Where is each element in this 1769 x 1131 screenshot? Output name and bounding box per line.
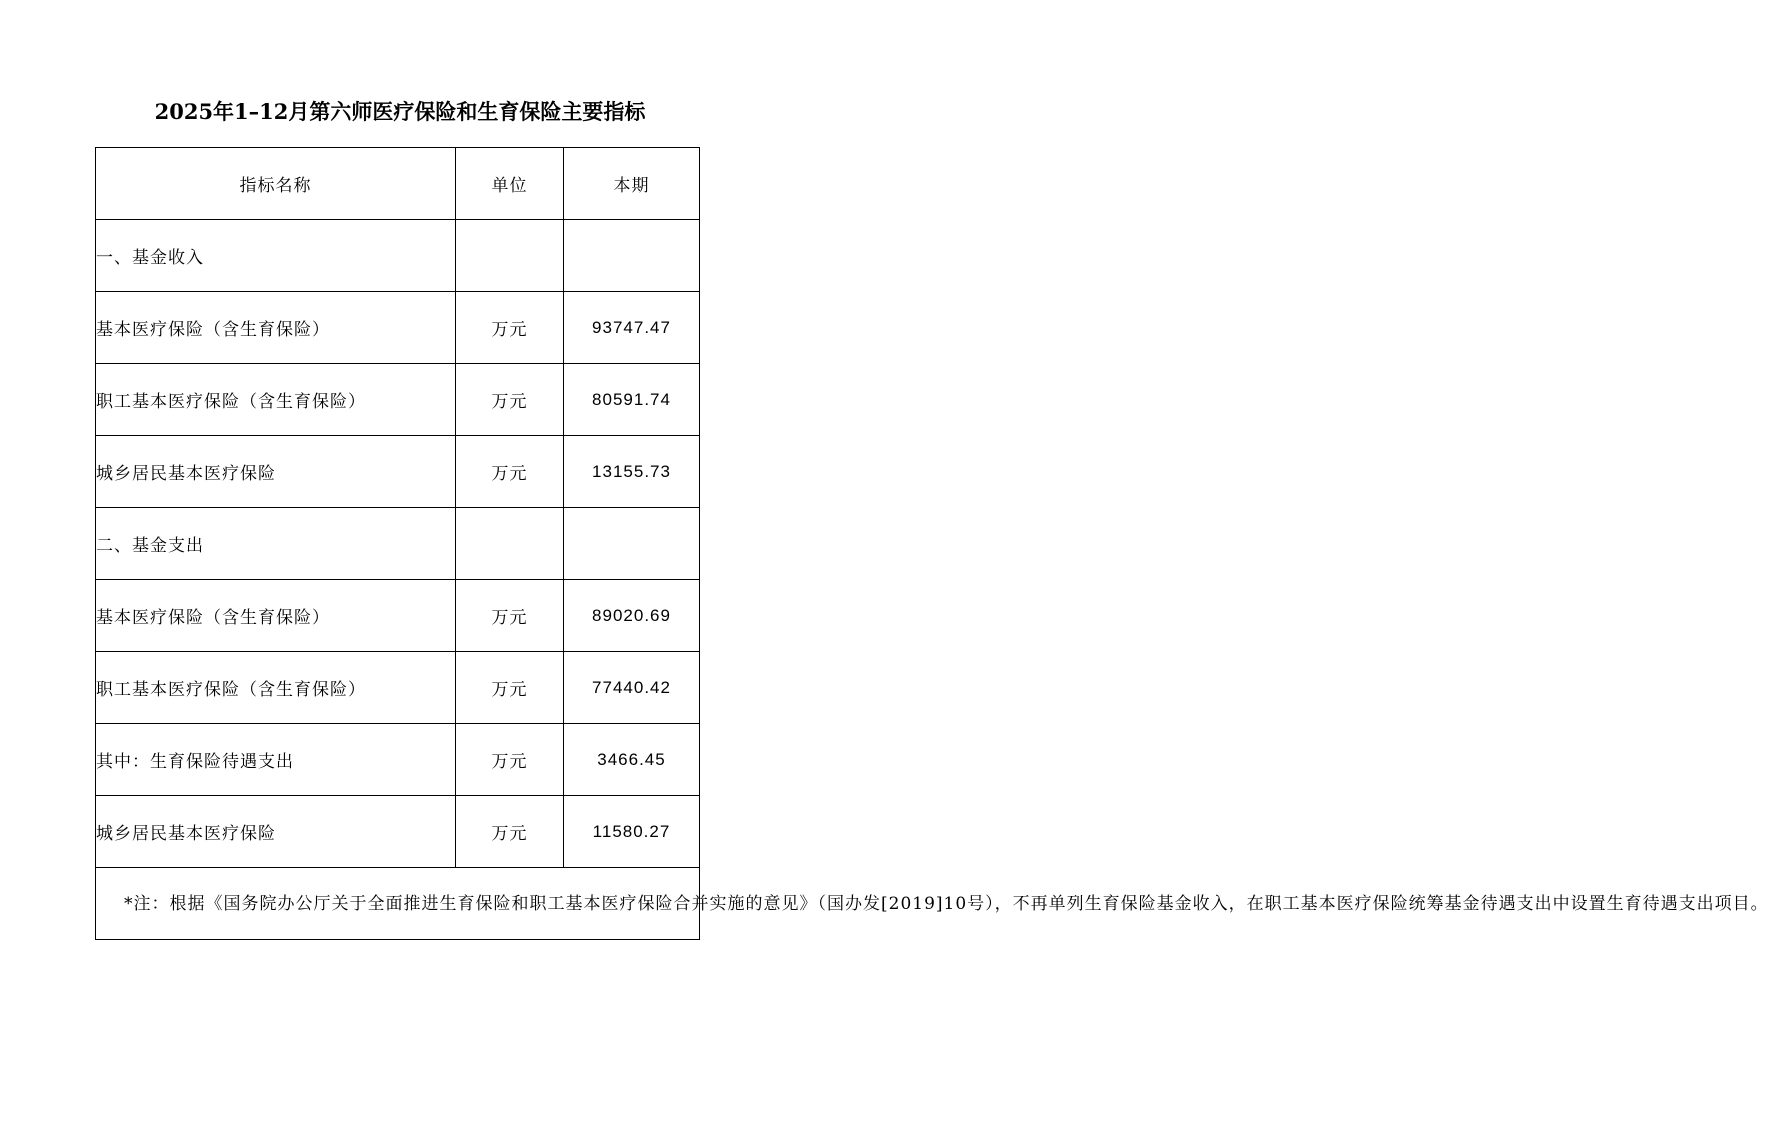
section-expense-label: 二、基金支出 — [96, 508, 456, 580]
row-unit — [456, 220, 564, 292]
table-row — [96, 220, 700, 292]
table-row — [96, 724, 700, 796]
header-value: 本期 — [564, 148, 700, 220]
row-unit: 万元 — [456, 364, 564, 436]
header-name: 指标名称 — [96, 148, 456, 220]
row-value: 77440.42 — [564, 652, 700, 724]
row-value — [564, 508, 700, 580]
table-row — [96, 292, 700, 364]
table-row — [96, 652, 700, 724]
footnote: *注：根据《国务院办公厅关于全面推进生育保险和职工基本医疗保险合并实施的意见》（国办发[2019]10号），不再单列生育保险基金收入，在职工基本医疗保险统筹基金待遇支出中设置生育待遇支出项目。 — [96, 868, 700, 940]
row-value: 93747.47 — [564, 292, 700, 364]
row-value — [564, 220, 700, 292]
row-name: 职工基本医疗保险（含生育保险） — [96, 364, 456, 436]
row-unit: 万元 — [456, 796, 564, 868]
row-name: 城乡居民基本医疗保险 — [96, 796, 456, 868]
row-name: 职工基本医疗保险（含生育保险） — [96, 652, 456, 724]
row-value: 13155.73 — [564, 436, 700, 508]
table-row — [96, 796, 700, 868]
row-name: 其中：生育保险待遇支出 — [96, 724, 456, 796]
indicator-table — [95, 147, 1769, 940]
row-unit: 万元 — [456, 436, 564, 508]
table-row — [96, 580, 700, 652]
row-unit: 万元 — [456, 292, 564, 364]
row-value: 3466.45 — [564, 724, 700, 796]
row-unit — [456, 508, 564, 580]
row-name: 基本医疗保险（含生育保险） — [96, 292, 456, 364]
row-name: 基本医疗保险（含生育保险） — [96, 580, 456, 652]
table-row — [96, 508, 700, 580]
row-unit: 万元 — [456, 724, 564, 796]
header-row — [96, 148, 700, 220]
row-value: 89020.69 — [564, 580, 700, 652]
table-row — [96, 364, 700, 436]
row-unit: 万元 — [456, 652, 564, 724]
note-row — [96, 868, 700, 940]
row-unit: 万元 — [456, 580, 564, 652]
row-name: 城乡居民基本医疗保险 — [96, 436, 456, 508]
header-unit: 单位 — [456, 148, 564, 220]
row-value: 11580.27 — [564, 796, 700, 868]
table-row — [96, 436, 700, 508]
section-income-label: 一、基金收入 — [96, 220, 456, 292]
page-title: 2025年1–12月第六师医疗保险和生育保险主要指标 — [154, 99, 646, 124]
row-value: 80591.74 — [564, 364, 700, 436]
